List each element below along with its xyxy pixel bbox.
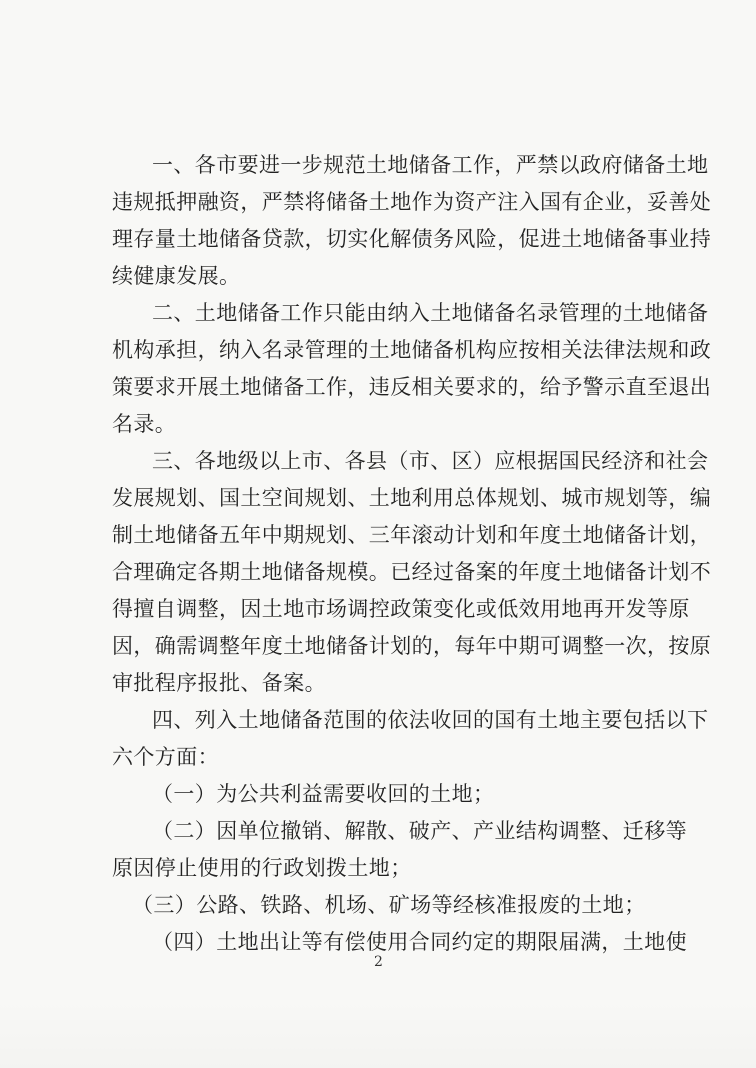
- list-item-2-line-1: （二）因单位撤销、解散、破产、产业结构调整、迁移等: [152, 819, 687, 843]
- paragraph-3-line-1: 三、各地级以上市、各县（市、区）应根据国民经济和社会: [152, 449, 709, 473]
- paragraph-4-line-2: 六个方面：: [112, 745, 219, 769]
- page-number: 2: [374, 954, 383, 970]
- paragraph-1-line-1: 一、各市要进一步规范土地储备工作，严禁以政府储备土地: [152, 153, 709, 177]
- paragraph-3-line-5: 得擅自调整，因土地市场调控政策变化或低效用地再开发等原: [112, 597, 690, 621]
- paragraph-1-line-2: 违规抵押融资，严禁将储备土地作为资产注入国有企业，妥善处: [112, 190, 712, 214]
- list-item-3: （三）公路、铁路、机场、矿场等经核准报废的土地；: [132, 893, 646, 917]
- paragraph-4-line-1: 四、列入土地储备范围的依法收回的国有土地主要包括以下: [152, 708, 709, 732]
- paragraph-2-line-3: 策要求开展土地储备工作，违反相关要求的，给予警示直至退出: [112, 375, 712, 399]
- paragraph-1-line-4: 续健康发展。: [112, 264, 241, 288]
- list-item-1: （一）为公共利益需要收回的土地；: [152, 782, 495, 806]
- scan-shadow: [0, 998, 756, 1068]
- paragraph-3-line-4: 合理确定各期土地储备规模。已经过备案的年度土地储备计划不: [112, 560, 712, 584]
- list-item-2-line-2: 原因停止使用的行政划拨土地；: [112, 856, 412, 880]
- paragraph-3-line-6: 因，确需调整年度土地储备计划的，每年中期可调整一次，按原: [112, 634, 712, 658]
- paragraph-1-line-3: 理存量土地储备贷款，切实化解债务风险，促进土地储备事业持: [112, 227, 712, 251]
- paragraph-2-line-4: 名录。: [112, 412, 177, 436]
- paragraph-3-line-2: 发展规划、国土空间规划、土地利用总体规划、城市规划等，编: [112, 486, 712, 510]
- list-item-4-line-1: （四）土地出让等有偿使用合同约定的期限届满，土地使: [152, 930, 687, 954]
- paragraph-3-line-7: 审批程序报批、备案。: [112, 671, 326, 695]
- paragraph-2-line-1: 二、土地储备工作只能由纳入土地储备名录管理的土地储备: [152, 301, 709, 325]
- paragraph-3-line-3: 制土地储备五年中期规划、三年滚动计划和年度土地储备计划，: [112, 523, 712, 547]
- paragraph-2-line-2: 机构承担，纳入名录管理的土地储备机构应按相关法律法规和政: [112, 338, 712, 362]
